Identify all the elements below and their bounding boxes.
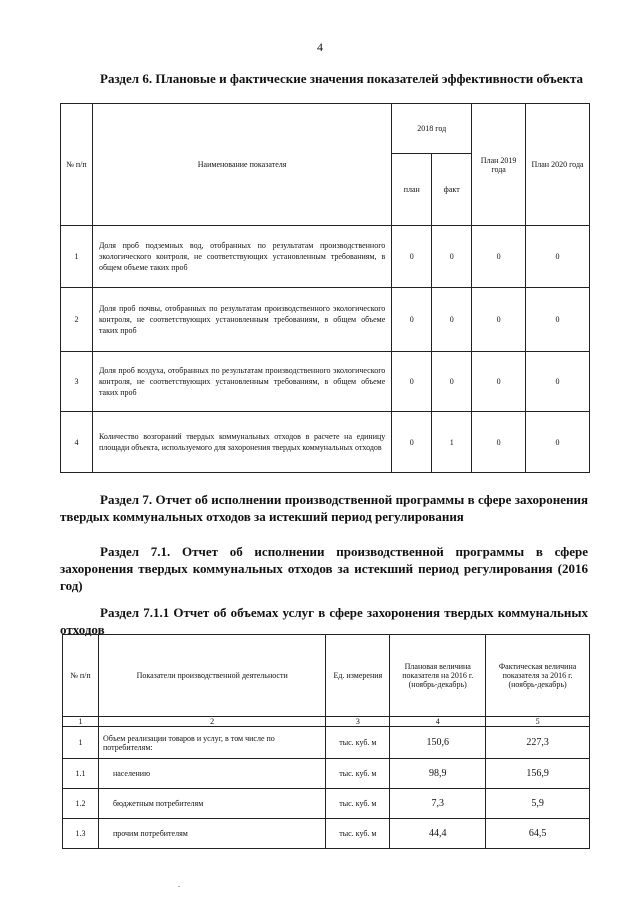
header-plan-2019: План 2019 года bbox=[472, 104, 526, 226]
header-num: № п/п bbox=[61, 104, 93, 226]
row-indicator: бюджетным потребителям bbox=[98, 789, 325, 819]
row-plan-2020: 0 bbox=[526, 352, 590, 412]
column-index: 4 bbox=[390, 717, 486, 727]
row-num: 1.2 bbox=[63, 789, 99, 819]
row-planned-value: 150,6 bbox=[390, 727, 486, 759]
row-unit: тыс. куб. м bbox=[326, 819, 390, 849]
section-7-1-1-title: Раздел 7.1.1 Отчет об объемах услуг в сфере захоронения твердых коммунальных отходов bbox=[60, 605, 588, 637]
row-fact: 1 bbox=[432, 412, 472, 473]
row-plan-2019: 0 bbox=[472, 412, 526, 473]
row-fact: 0 bbox=[432, 226, 472, 288]
header-num: № п/п bbox=[63, 635, 99, 717]
row-planned-value: 98,9 bbox=[390, 759, 486, 789]
row-name: Доля проб подземных вод, отобранных по результатам производственного экологического контроля, не соответствующих установленным требованиям, в общем объеме таких проб bbox=[92, 226, 391, 288]
section-7-title: Раздел 7. Отчет об исполнении производственной программы в сфере захоронения твердых коммунальных отходов за истекший период регулирования bbox=[60, 492, 588, 524]
table-row bbox=[63, 819, 590, 849]
row-plan-2019: 0 bbox=[472, 352, 526, 412]
row-plan: 0 bbox=[392, 412, 432, 473]
row-indicator: прочим потребителям bbox=[98, 819, 325, 849]
header-name: Наименование показателя bbox=[92, 104, 391, 226]
service-volumes-table bbox=[62, 634, 590, 849]
row-num: 3 bbox=[61, 352, 93, 412]
row-num: 1.1 bbox=[63, 759, 99, 789]
row-name: Доля проб воздуха, отобранных по результатам производственного экологического контроля, не соответствующих установленным требованиям, в общем объеме таких проб bbox=[92, 352, 391, 412]
row-plan-2020: 0 bbox=[526, 226, 590, 288]
table-row bbox=[61, 226, 590, 288]
row-unit: тыс. куб. м bbox=[326, 727, 390, 759]
row-fact: 0 bbox=[432, 352, 472, 412]
page-number: 4 bbox=[317, 40, 323, 54]
row-num: 1.3 bbox=[63, 819, 99, 849]
header-plan: план bbox=[392, 154, 432, 226]
header-planned-value: Плановая величина показателя на 2016 г. (ноябрь-декабрь) bbox=[390, 635, 486, 717]
header-fact: факт bbox=[432, 154, 472, 226]
row-planned-value: 7,3 bbox=[390, 789, 486, 819]
row-plan: 0 bbox=[392, 352, 432, 412]
row-unit: тыс. куб. м bbox=[326, 789, 390, 819]
header-year: 2018 год bbox=[392, 104, 472, 154]
section-7-1-title: Раздел 7.1. Отчет об исполнении производственной программы в сфере захоронения твердых коммунальных отходов за истекший период регулирования (2016 год) bbox=[60, 544, 588, 593]
header-actual-value: Фактическая величина показателя за 2016 г. (ноябрь-декабрь) bbox=[486, 635, 590, 717]
row-actual-value: 227,3 bbox=[486, 727, 590, 759]
row-actual-value: 156,9 bbox=[486, 759, 590, 789]
row-plan-2019: 0 bbox=[472, 288, 526, 352]
row-num: 1 bbox=[61, 226, 93, 288]
table-row bbox=[63, 727, 590, 759]
scan-mark: . bbox=[178, 880, 180, 889]
row-plan: 0 bbox=[392, 226, 432, 288]
row-indicator: населению bbox=[98, 759, 325, 789]
performance-indicators-table bbox=[60, 103, 590, 473]
table-row bbox=[63, 759, 590, 789]
column-index: 5 bbox=[486, 717, 590, 727]
row-fact: 0 bbox=[432, 288, 472, 352]
section-6-title: Раздел 6. Плановые и фактические значения показателей эффективности объекта bbox=[100, 71, 584, 86]
row-plan-2019: 0 bbox=[472, 226, 526, 288]
column-index: 2 bbox=[98, 717, 325, 727]
row-plan-2020: 0 bbox=[526, 412, 590, 473]
row-plan-2020: 0 bbox=[526, 288, 590, 352]
row-actual-value: 64,5 bbox=[486, 819, 590, 849]
row-num: 2 bbox=[61, 288, 93, 352]
row-num: 4 bbox=[61, 412, 93, 473]
table-row bbox=[63, 789, 590, 819]
row-planned-value: 44,4 bbox=[390, 819, 486, 849]
column-index: 3 bbox=[326, 717, 390, 727]
table-row bbox=[61, 412, 590, 473]
table-row bbox=[61, 288, 590, 352]
row-num: 1 bbox=[63, 727, 99, 759]
row-actual-value: 5,9 bbox=[486, 789, 590, 819]
row-name: Доля проб почвы, отобранных по результатам производственного экологического контроля, не соответствующих установленным требованиям, в общем объеме таких проб bbox=[92, 288, 391, 352]
header-unit: Ед. измерения bbox=[326, 635, 390, 717]
row-plan: 0 bbox=[392, 288, 432, 352]
header-indicator: Показатели производственной деятельности bbox=[98, 635, 325, 717]
table-row bbox=[61, 352, 590, 412]
column-index: 1 bbox=[63, 717, 99, 727]
row-indicator: Объем реализации товаров и услуг, в том числе по потребителям: bbox=[98, 727, 325, 759]
row-unit: тыс. куб. м bbox=[326, 759, 390, 789]
header-plan-2020: План 2020 года bbox=[526, 104, 590, 226]
row-name: Количество возгораний твердых коммунальных отходов в расчете на единицу площади объекта, используемого для захоронения твердых коммунальных отходов bbox=[92, 412, 391, 473]
